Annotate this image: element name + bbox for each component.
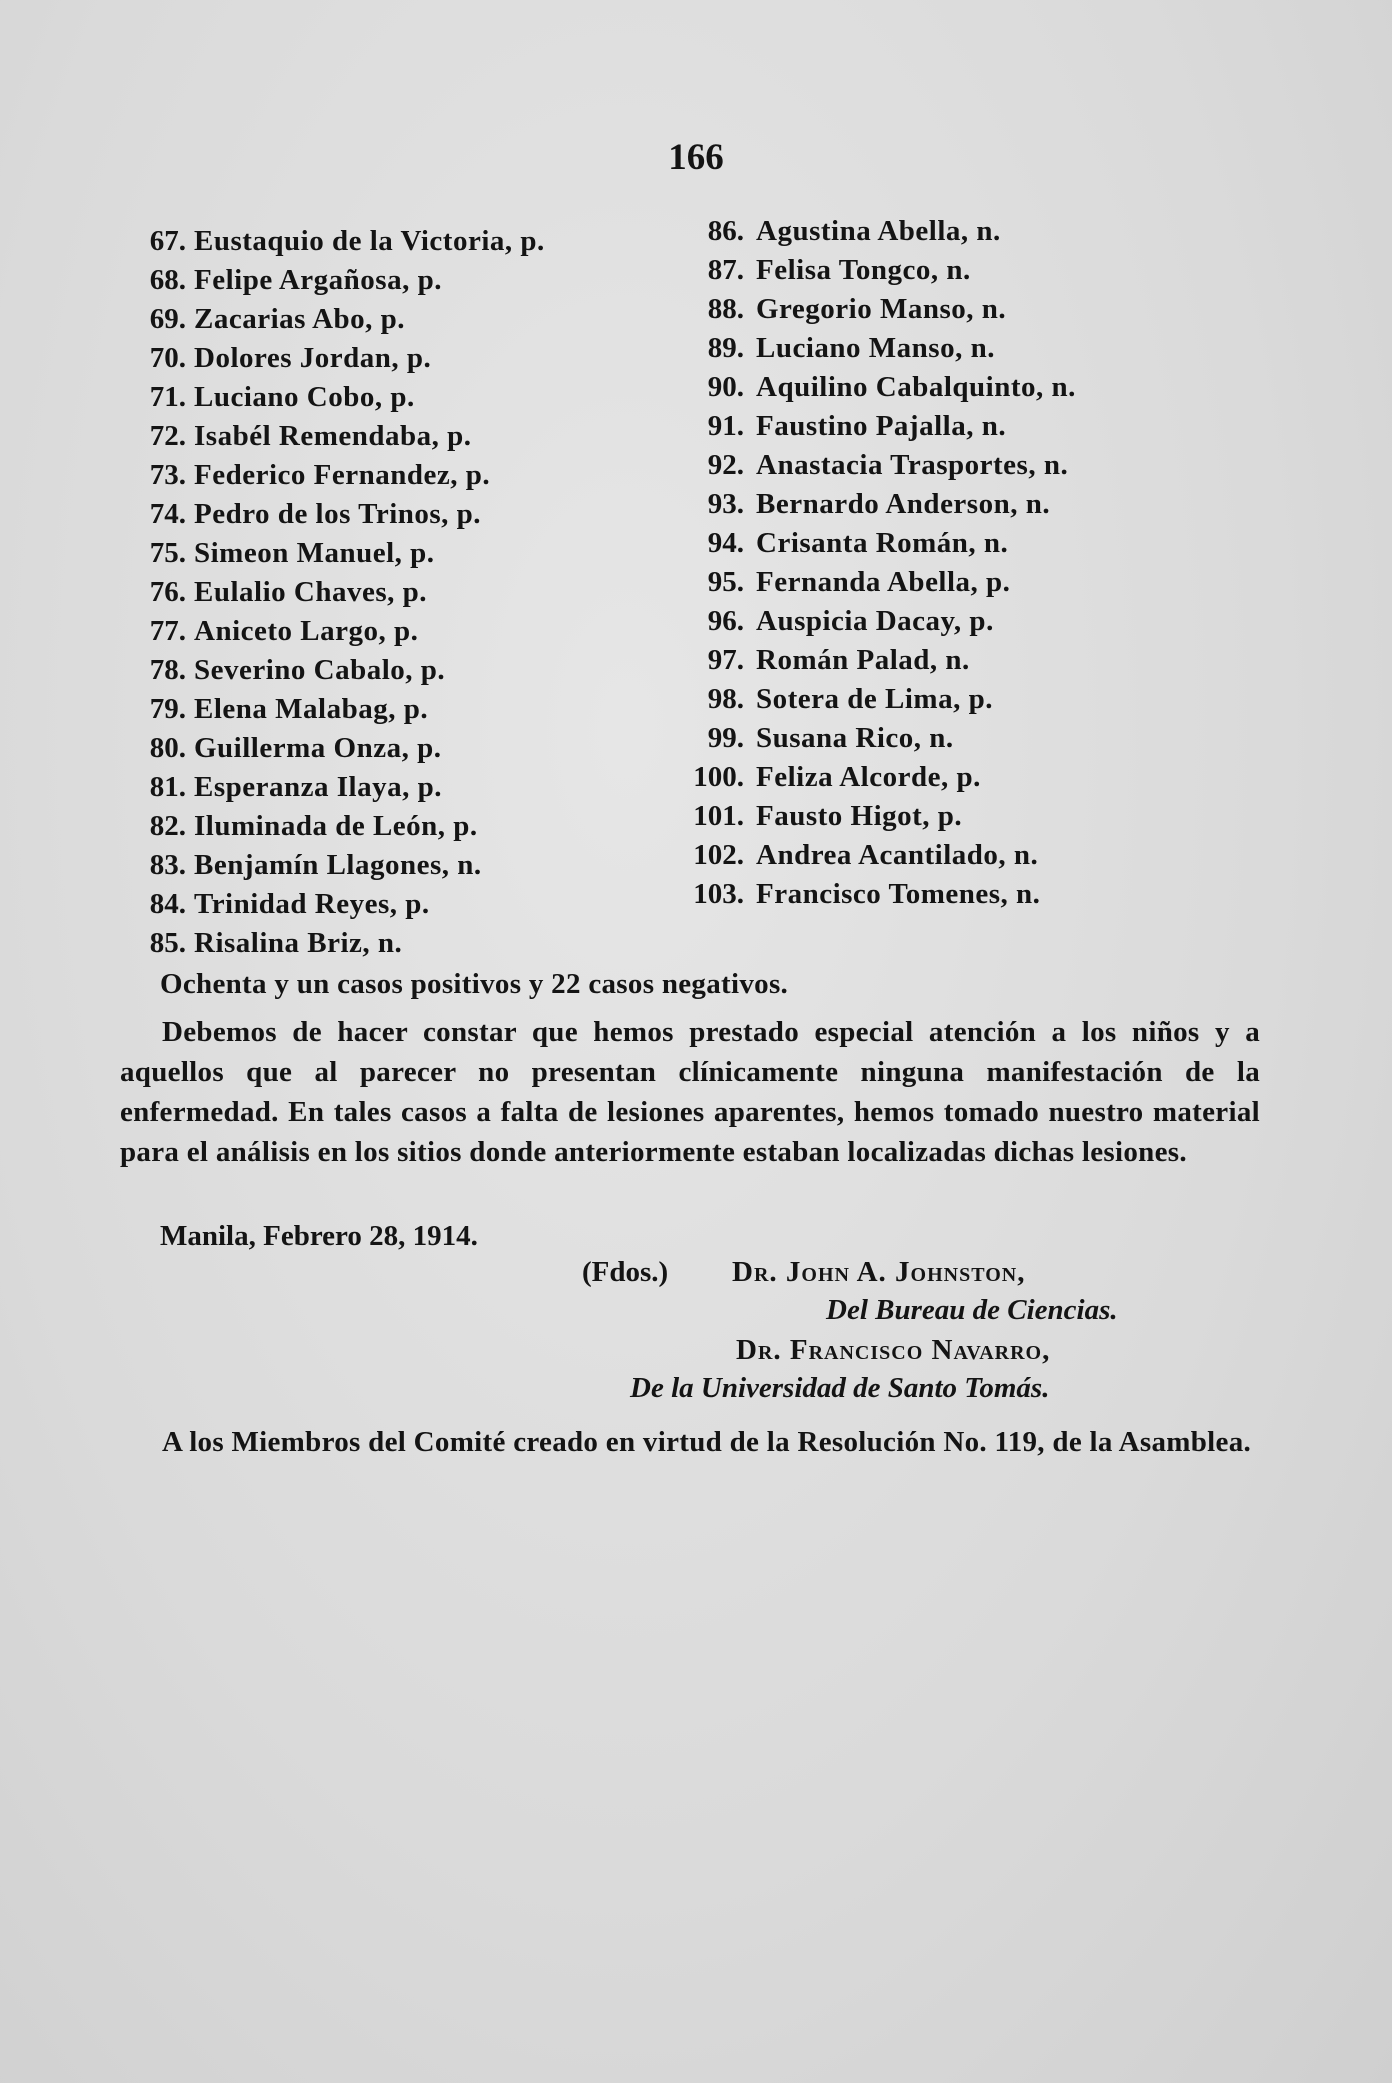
list-item: [660, 251, 1280, 290]
list-item: [660, 329, 1280, 368]
entry-name: Severino Cabalo, p.: [194, 654, 446, 686]
entry-name: Trinidad Reyes, p.: [194, 888, 430, 920]
list-item: [128, 534, 668, 573]
body-paragraph: Debemos de hacer constar que hemos prestado especial atención a los niños y a aquellos que al parecer no presentan clínicamente ninguna manifestación de la enfermedad. En tales casos a falta de lesiones aparentes, hemos tomado nuestro material para el análisis en los sitios donde anteriormente estaban localizadas dichas lesiones.: [120, 1016, 1260, 1168]
list-item: [128, 885, 668, 924]
list-item: [660, 641, 1280, 680]
list-item: [128, 690, 668, 729]
entry-number: 88.: [707, 293, 744, 325]
entry-number: 81.: [149, 771, 186, 803]
entry-number: 97.: [707, 644, 744, 676]
list-item: [128, 846, 668, 885]
page-number: 166: [668, 137, 724, 178]
entry-number: 91.: [707, 410, 744, 442]
list-item: [128, 378, 668, 417]
entry-number: 101.: [693, 800, 744, 832]
entry-name: Isabél Remendaba, p.: [194, 420, 472, 452]
list-item: [660, 875, 1280, 914]
entry-number: 92.: [707, 449, 744, 481]
entry-number: 83.: [149, 849, 186, 881]
entry-number: 76.: [149, 576, 186, 608]
summary-line: Ochenta y un casos positivos y 22 casos negativos.: [160, 968, 789, 1000]
entry-name: Román Palad, n.: [756, 644, 970, 676]
closing-paragraph: A los Miembros del Comité creado en virtud de la Resolución No. 119, de la Asamblea.: [162, 1426, 1252, 1458]
list-item: [128, 651, 668, 690]
entry-name: Felisa Tongco, n.: [756, 254, 971, 286]
entry-number: 98.: [707, 683, 744, 715]
entry-name: Luciano Manso, n.: [756, 332, 995, 364]
entry-number: 75.: [149, 537, 186, 569]
entry-name: Susana Rico, n.: [756, 722, 954, 754]
list-item: [660, 290, 1280, 329]
right-name-list: [660, 212, 1280, 914]
entry-number: 82.: [149, 810, 186, 842]
entry-name: Crisanta Román, n.: [756, 527, 1009, 559]
entry-number: 72.: [149, 420, 186, 452]
entry-name: Gregorio Manso, n.: [756, 293, 1007, 325]
entry-name: Bernardo Anderson, n.: [756, 488, 1051, 520]
signature-fdos: (Fdos.): [582, 1256, 669, 1288]
entry-name: Iluminada de León, p.: [194, 810, 478, 842]
list-item: [128, 261, 668, 300]
entry-number: 74.: [149, 498, 186, 530]
entry-number: 85.: [149, 927, 186, 959]
entry-name: Feliza Alcorde, p.: [756, 761, 981, 793]
list-item: [128, 729, 668, 768]
list-item: [128, 495, 668, 534]
entry-number: 68.: [149, 264, 186, 296]
entry-name: Faustino Pajalla, n.: [756, 410, 1007, 442]
entry-number: 77.: [149, 615, 186, 647]
entry-name: Sotera de Lima, p.: [756, 683, 993, 715]
entry-number: 96.: [707, 605, 744, 637]
entry-name: Simeon Manuel, p.: [194, 537, 435, 569]
entry-number: 90.: [707, 371, 744, 403]
list-item: [660, 680, 1280, 719]
entry-name: Luciano Cobo, p.: [194, 381, 415, 413]
entry-name: Andrea Acantilado, n.: [756, 839, 1039, 871]
entry-number: 102.: [693, 839, 744, 871]
entry-name: Eustaquio de la Victoria, p.: [194, 225, 545, 257]
list-item: [660, 836, 1280, 875]
signature-name-johnston: Dr. John A. Johnston,: [732, 1256, 1026, 1288]
list-item: [660, 407, 1280, 446]
entry-name: Benjamín Llagones, n.: [194, 849, 482, 881]
entry-name: Pedro de los Trinos, p.: [194, 498, 482, 530]
list-item: [128, 456, 668, 495]
entry-name: Felipe Argañosa, p.: [194, 264, 442, 296]
entry-name: Aniceto Largo, p.: [194, 615, 419, 647]
entry-number: 73.: [149, 459, 186, 491]
list-item: [660, 485, 1280, 524]
list-item: [128, 807, 668, 846]
list-item: [660, 602, 1280, 641]
entry-number: 89.: [707, 332, 744, 364]
dateline: Manila, Febrero 28, 1914.: [160, 1220, 478, 1252]
entry-name: Francisco Tomenes, n.: [756, 878, 1041, 910]
entry-name: Fausto Higot, p.: [756, 800, 963, 832]
entry-name: Federico Fernandez, p.: [194, 459, 491, 491]
entry-number: 80.: [149, 732, 186, 764]
list-item: [128, 612, 668, 651]
entry-name: Aquilino Cabalquinto, n.: [756, 371, 1076, 403]
list-item: [660, 719, 1280, 758]
list-item: [128, 300, 668, 339]
entry-name: Dolores Jordan, p.: [194, 342, 432, 374]
entry-number: 84.: [149, 888, 186, 920]
list-item: [128, 417, 668, 456]
entry-name: Elena Malabag, p.: [194, 693, 429, 725]
left-name-list: [128, 222, 668, 963]
signature-affiliation-university: De la Universidad de Santo Tomás.: [630, 1372, 1050, 1404]
entry-name: Zacarias Abo, p.: [194, 303, 406, 335]
list-item: [128, 573, 668, 612]
entry-name: Agustina Abella, n.: [756, 215, 1001, 247]
list-item: [660, 758, 1280, 797]
list-item: [128, 768, 668, 807]
entry-number: 93.: [707, 488, 744, 520]
entry-name: Fernanda Abella, p.: [756, 566, 1011, 598]
entry-name: Esperanza Ilaya, p.: [194, 771, 442, 803]
list-item: [660, 563, 1280, 602]
entry-name: Guillerma Onza, p.: [194, 732, 442, 764]
list-item: [660, 446, 1280, 485]
signature-name-navarro: Dr. Francisco Navarro,: [736, 1334, 1051, 1366]
entry-number: 95.: [707, 566, 744, 598]
list-item: [660, 368, 1280, 407]
entry-name: Anastacia Trasportes, n.: [756, 449, 1069, 481]
entry-number: 78.: [149, 654, 186, 686]
entry-number: 99.: [707, 722, 744, 754]
entry-number: 71.: [149, 381, 186, 413]
entry-number: 86.: [707, 215, 744, 247]
list-item: [660, 212, 1280, 251]
entry-number: 79.: [149, 693, 186, 725]
entry-name: Auspicia Dacay, p.: [756, 605, 994, 637]
entry-number: 70.: [149, 342, 186, 374]
list-item: [128, 924, 668, 963]
entry-name: Eulalio Chaves, p.: [194, 576, 427, 608]
entry-number: 103.: [693, 878, 744, 910]
list-item: [660, 797, 1280, 836]
list-item: [128, 339, 668, 378]
entry-name: Risalina Briz, n.: [194, 927, 403, 959]
signature-affiliation-bureau: Del Bureau de Ciencias.: [826, 1294, 1118, 1326]
entry-number: 94.: [707, 527, 744, 559]
entry-number: 69.: [149, 303, 186, 335]
list-item: [660, 524, 1280, 563]
entry-number: 87.: [707, 254, 744, 286]
list-item: [128, 222, 668, 261]
entry-number: 100.: [693, 761, 744, 793]
entry-number: 67.: [149, 225, 186, 257]
